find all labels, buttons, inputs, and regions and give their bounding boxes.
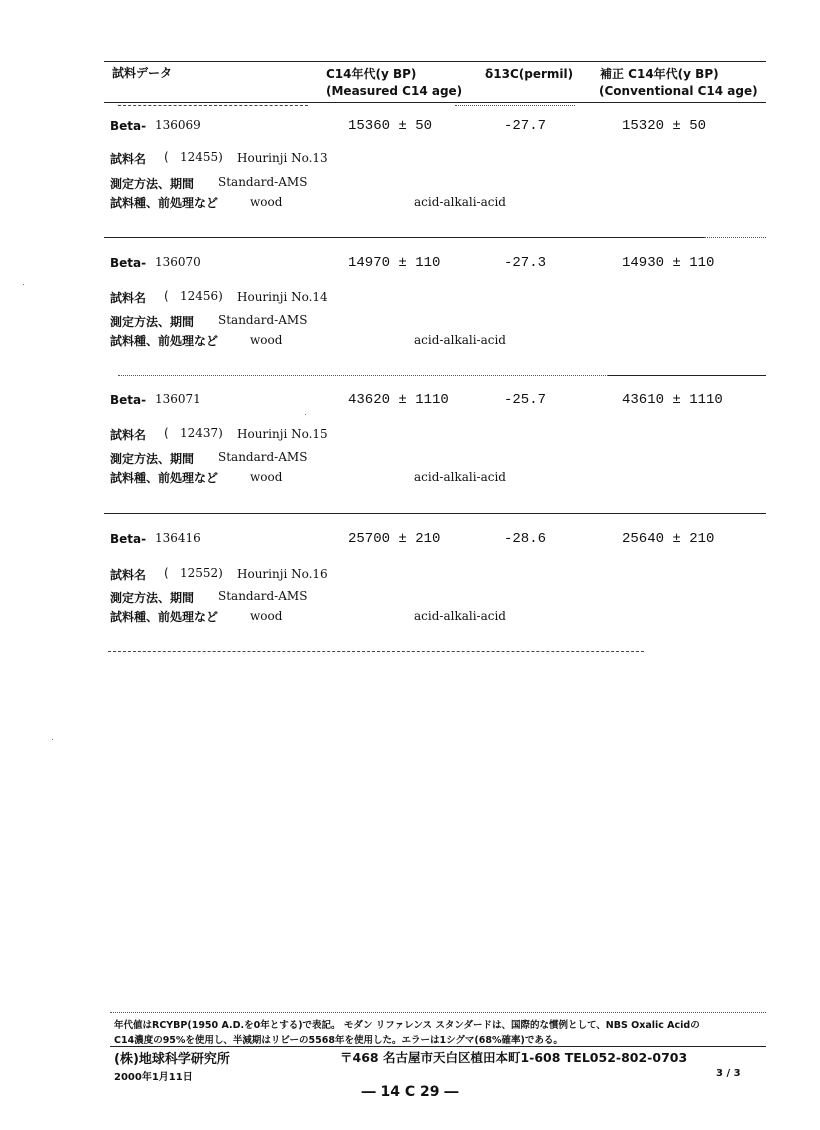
pretreatment-value: acid-alkali-acid bbox=[414, 470, 506, 484]
record-separator-tail bbox=[608, 375, 766, 376]
method-value: Standard-AMS bbox=[218, 175, 308, 189]
material-label: 試料種、前処理など bbox=[110, 471, 219, 485]
report-date: 2000年1月11日 bbox=[114, 1072, 193, 1083]
table-bottom-rule bbox=[108, 651, 644, 652]
scan-speck bbox=[305, 414, 306, 415]
scan-speck bbox=[23, 284, 24, 285]
pretreatment-value: acid-alkali-acid bbox=[414, 333, 506, 347]
conventional-age: 15320 ± 50 bbox=[622, 118, 707, 134]
beta-id: 136416 bbox=[155, 531, 201, 545]
material-label: 試料種、前処理など bbox=[110, 196, 219, 210]
footer-note-line-1: 年代値はRCYBP(1950 A.D.を0年とする)で表記。 モダン リファレンス スタンダードは、国際的な慣例として、NBS Oxalic Acidの bbox=[114, 1020, 700, 1031]
header-sample-data: 試料データ bbox=[112, 66, 173, 80]
conventional-age: 14930 ± 110 bbox=[622, 255, 715, 271]
header-measured-en: (Measured C14 age) bbox=[326, 84, 463, 98]
delta13c-value: -28.6 bbox=[504, 531, 547, 547]
material-value: wood bbox=[250, 609, 283, 623]
table-top-rule bbox=[104, 61, 766, 62]
header-conventional-en: (Conventional C14 age) bbox=[599, 84, 758, 98]
pretreatment-value: acid-alkali-acid bbox=[414, 609, 506, 623]
record-separator bbox=[104, 513, 766, 514]
delta13c-value: -25.7 bbox=[504, 392, 547, 408]
sample-paren: ( bbox=[164, 150, 169, 164]
page-indicator: 3 / 3 bbox=[716, 1068, 741, 1079]
record-separator bbox=[118, 375, 608, 376]
sample-number: 12437) bbox=[180, 426, 223, 440]
header-conventional-jp: 補正 C14年代(y BP) bbox=[600, 67, 719, 81]
beta-id: 136069 bbox=[155, 118, 201, 132]
sample-paren: ( bbox=[164, 566, 169, 580]
delta13c-value: -27.3 bbox=[504, 255, 547, 271]
method-label: 測定方法、期間 bbox=[110, 177, 195, 191]
method-label: 測定方法、期間 bbox=[110, 315, 195, 329]
sample-number: 12456) bbox=[180, 289, 223, 303]
conventional-age: 25640 ± 210 bbox=[622, 531, 715, 547]
footer-note-line-2: C14濃度の95%を使用し、半減期はリビーの5568年を使用した。エラーは1シグマ(68%確率)である。 bbox=[114, 1035, 563, 1046]
method-label: 測定方法、期間 bbox=[110, 591, 195, 605]
material-value: wood bbox=[250, 470, 283, 484]
measured-age: 14970 ± 110 bbox=[348, 255, 441, 271]
pretreatment-value: acid-alkali-acid bbox=[414, 195, 506, 209]
page-number: ― 14 C 29 ― bbox=[361, 1084, 459, 1100]
header-measured-jp: C14年代(y BP) bbox=[326, 67, 417, 81]
header-delta13c: δ13C(permil) bbox=[485, 67, 574, 81]
beta-prefix: Beta- bbox=[110, 393, 147, 407]
sample-paren: ( bbox=[164, 289, 169, 303]
scan-speck bbox=[52, 739, 53, 740]
sample-paren: ( bbox=[164, 426, 169, 440]
table-header-rule bbox=[104, 102, 766, 103]
beta-prefix: Beta- bbox=[110, 119, 147, 133]
sample-name-label: 試料名 bbox=[110, 568, 147, 582]
sample-name: Hourinji No.14 bbox=[237, 290, 328, 304]
measured-age: 25700 ± 210 bbox=[348, 531, 441, 547]
method-value: Standard-AMS bbox=[218, 313, 308, 327]
beta-id: 136071 bbox=[155, 392, 201, 406]
conventional-age: 43610 ± 1110 bbox=[622, 392, 723, 408]
company-name: (株)地球科学研究所 bbox=[114, 1052, 230, 1067]
table-header-subrule bbox=[118, 105, 308, 106]
company-address: 〒468 名古屋市天白区植田本町1-608 TEL052-802-0703 bbox=[340, 1050, 688, 1065]
sample-name: Hourinji No.15 bbox=[237, 427, 328, 441]
material-value: wood bbox=[250, 333, 283, 347]
method-value: Standard-AMS bbox=[218, 450, 308, 464]
beta-prefix: Beta- bbox=[110, 256, 147, 270]
material-label: 試料種、前処理など bbox=[110, 334, 219, 348]
footer-divider bbox=[110, 1046, 766, 1047]
method-label: 測定方法、期間 bbox=[110, 452, 195, 466]
sample-name: Hourinji No.13 bbox=[237, 151, 328, 165]
material-label: 試料種、前処理など bbox=[110, 610, 219, 624]
sample-name-label: 試料名 bbox=[110, 291, 147, 305]
footer-top-rule bbox=[110, 1012, 766, 1013]
delta13c-value: -27.7 bbox=[504, 118, 547, 134]
method-value: Standard-AMS bbox=[218, 589, 308, 603]
record-separator-tail bbox=[704, 237, 766, 238]
sample-name: Hourinji No.16 bbox=[237, 567, 328, 581]
table-header-subrule-2 bbox=[455, 105, 575, 106]
sample-number: 12552) bbox=[180, 566, 223, 580]
sample-name-label: 試料名 bbox=[110, 152, 147, 166]
sample-number: 12455) bbox=[180, 150, 223, 164]
beta-id: 136070 bbox=[155, 255, 201, 269]
record-separator bbox=[104, 237, 704, 238]
beta-prefix: Beta- bbox=[110, 532, 147, 546]
measured-age: 43620 ± 1110 bbox=[348, 392, 449, 408]
sample-name-label: 試料名 bbox=[110, 428, 147, 442]
material-value: wood bbox=[250, 195, 283, 209]
measured-age: 15360 ± 50 bbox=[348, 118, 433, 134]
